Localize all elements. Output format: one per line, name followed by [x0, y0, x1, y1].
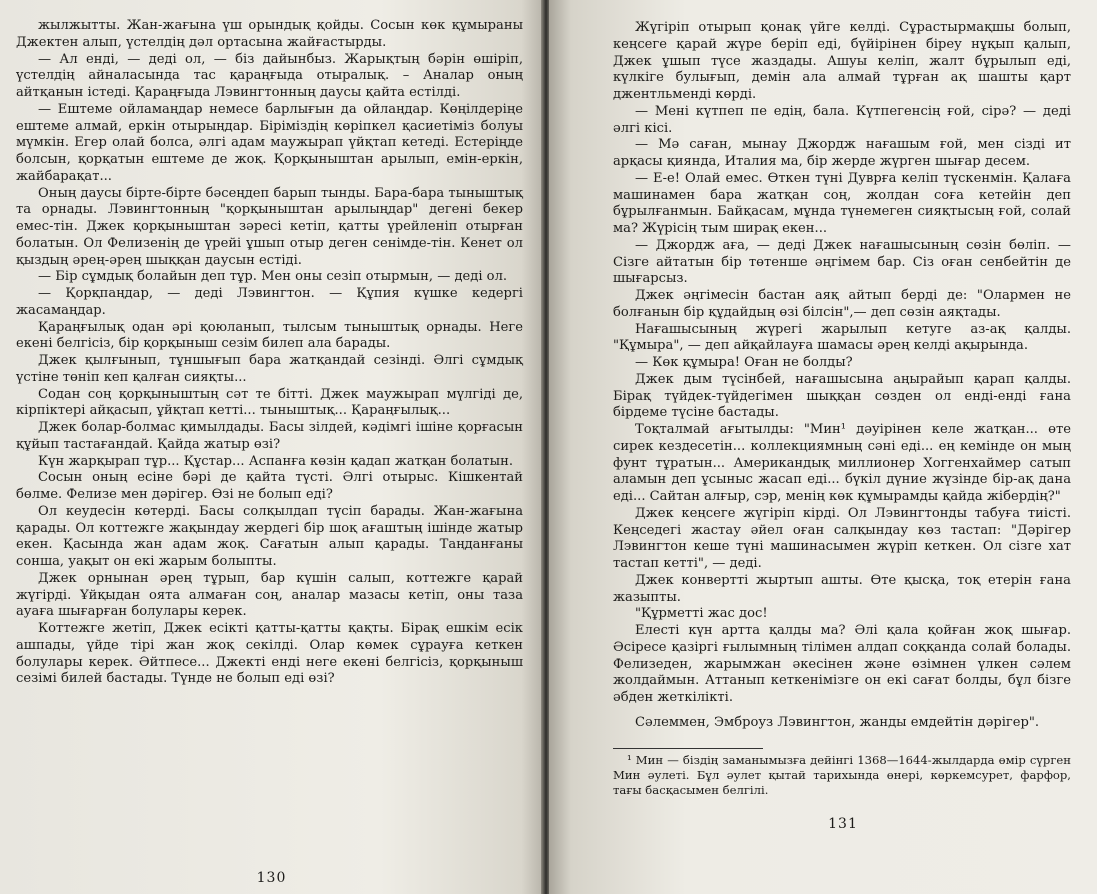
- paragraph: — Мә саған, мынау Джордж нағашым ғой, мен сізді ит арқасы қиянда, Италия ма, бір жерде жүрген шығар десем.: [613, 137, 1071, 169]
- paragraph: Елесті күн артта қалды ма? Әлі қала қойған жоқ шығар. Әсіресе қазіргі ғылымның тілімен алдап соққанда солай болады. Фелизеден, жарымжан әкесінен және өзімнен үлкен сәлем жолдаймын. Аттанып кеткенімізге он екі сағат болды, бұл бізге әбден жеткілікті.: [613, 623, 1071, 705]
- paragraph: Қараңғылық одан әрі қоюланып, тылсым тыныштық орнады. Неге екені белгісіз, бір қорқыныш сезім билеп ала барады.: [16, 319, 523, 352]
- left-page-text: [16, 18, 523, 688]
- paragraph: Содан соң қорқыныштың сәт те бітті. Джек маужырап мүлгіді де, кірпіктері айқасып, ұйқтап кетті... тыныштық... Қараңғылық...: [16, 386, 523, 419]
- letter-signature: Сәлеммен, Эмброуз Лэвингтон, жанды емдейтін дәрігер".: [635, 714, 1040, 730]
- paragraph: "Құрметті жас дос!: [635, 606, 768, 622]
- page-number-right: 131: [828, 816, 858, 832]
- paragraph: Джек конвертті жыртып ашты. Өте қысқа, тоқ етерін ғана жазыпты.: [613, 572, 1071, 605]
- paragraph: — Е-е! Олай емес. Өткен түні Дуврға келіп түскенмін. Қалаға машинамен бара жатқан соң, жолдан соға кетейін деп бұрылғанмын. Байқасам, мұнда түнемеген сияқтысың ғой, солай ма? Жүрісің тым ширақ екен...: [613, 170, 1071, 236]
- paragraph: жылжытты. Жан-жағына үш орындық қойды. Сосын көк құмыраны Джектен алып, үстелдің дәл ортасына жайғастырды.: [16, 18, 523, 50]
- paragraph: — Ештеме ойламаңдар немесе барлығын да ойлаңдар. Көңілдеріңе ештеме алмай, еркін отырыңдар. Біріміздің көріпкел қасиетіміз болуы мүмкін. Егер олай болса, әлгі адам маужырап үйқтап кетеді. Естеріңде болсын, қорқатын ештеме де жоқ. Қорқыныштан арылып, емін-еркін, жайбарақат...: [16, 101, 523, 184]
- paragraph: Джек қылғынып, тұншығып бара жатқандай сезінді. Әлгі сұмдық үстіне төніп кеп қалған сияқты...: [16, 353, 523, 385]
- paragraph: — Ал енді, — деді ол, — біз дайынбыз. Жарықтың бәрін өшіріп, үстелдің айналасында тас қараңғыда отыралық. – Аналар оның айтқанын істеді. Қараңғыда Лэвингтонның даусы қайта естілді.: [16, 51, 523, 100]
- paragraph: — Мені күтпеп пе едің, бала. Күтпегенсің ғой, сірә? — деді әлгі кісі.: [613, 103, 1071, 136]
- footnote-rule: [613, 748, 763, 749]
- footnote-text: ¹ Мин — біздің заманымызға дейінгі 1368—1644-жылдарда өмір сүрген Мин әулеті. Бұл әулет қытай тарихында өнері, көркемсурет, фарфор, тағы басқасымен белгілі.: [613, 752, 1071, 797]
- page-number-left: 130: [256, 870, 287, 886]
- paragraph: Джек дым түсінбей, нағашысына аңырайып қарап қалды. Бірақ түйдек-түйдегімен шыққан сөзден ол енді-енді ғана бірдеме түсіне бастады.: [613, 371, 1071, 421]
- right-page: [549, 0, 1097, 894]
- paragraph: Күн жарқырап тұр... Құстар... Аспанға көзін қадап жатқан болатын.: [38, 453, 513, 469]
- paragraph: Коттежге жетіп, Джек есікті қатты-қатты қақты. Бірақ ешкім есік ашпады, үйде тірі жан жоқ секілді. Олар көмек сұрауға кеткен болулары керек. Әйтпесе... Джекті енді неге екені белгісіз, қорқыныш сезімі билей бастады. Түнде не болып еді өзі?: [16, 621, 523, 687]
- paragraph: Тоқталмай ағытылды: "Мин¹ дәуірінен келе жатқан... өте сирек кездесетін... коллекциямның сәні еді... ең кемінде он мың фунт тұратын... Американдық миллионер Хоггенхаймер сатып аламын деп ұсыныс жасап еді... бүкіл дүние жүзінде бір-ақ дана еді... Сайтан алғыр, сэр, менің көк құмырамды қайда жібердің?": [613, 422, 1071, 504]
- paragraph: Джек әңгімесін бастан аяқ айтып берді де: "Олармен не болғанын бір құдайдың өзі білсін",— деп сөзін аяқтады.: [613, 288, 1071, 320]
- footnote: [613, 748, 1071, 798]
- paragraph: Оның даусы бірте-бірте бәсеңдеп барып тынды. Бара-бара тыныштық та орнады. Лэвингтонның "қорқыныштан арылыңдар" дегені бекер емес-тін. Джек қорқыныштан зәресі кетіп, қатты үрейленіп отырған болатын. Ол Фелизенің де үрейі ұшып отыр деген сенімде-тін. Кенет ол қыздың әрең-әрең шыққан даусын естіді.: [16, 185, 523, 268]
- paragraph: — Қорқпаңдар, — деді Лэвингтон. — Құпия күшке кедергі жасамаңдар.: [16, 286, 523, 318]
- paragraph: Нағашысының жүрегі жарылып кетуге аз-ақ қалды. "Құмыра", — деп айқайлауға шамасы әрең келді ақырында.: [613, 321, 1071, 354]
- paragraph: — Бір сұмдық болайын деп тұр. Мен оны сезіп отырмын, — деді ол.: [38, 269, 508, 285]
- left-page: [0, 0, 543, 894]
- right-page-text: [613, 20, 1071, 732]
- paragraph: Джек болар-болмас қимылдады. Басы зілдей, кәдімгі ішіне қорғасын құйып тастағандай. Қайда жатыр өзі?: [16, 420, 523, 452]
- paragraph: Сосын оның есіне бәрі де қайта түсті. Әлгі отырыс. Кішкентай бөлме. Фелизе мен дәрігер. Өзі не болып еді?: [16, 470, 523, 502]
- paragraph: Джек кеңсеге жүгіріп кірді. Ол Лэвингтонды табуға тиісті. Кеңседегі жастау әйел оған салқындау көз тастап: "Дәрігер Лэвингтон кеше түні машинасымен жүріп кеткен. Ол сізге хат тастап кетті", — деді.: [613, 505, 1071, 571]
- paragraph: Жүгіріп отырып қонақ үйге келді. Сұрастырмақшы болып, кеңсеге қарай жүре беріп еді, бүйірінен біреу нұқып қалып, Джек ұшып түсе жаздады. Ашуы келіп, жалт бұрылып еді, күлкіге булығып, демін ала алмай тұрған ақ шашты қарт джентльменді көрді.: [613, 20, 1071, 102]
- paragraph: Джек орнынан әрең тұрып, бар күшін салып, коттежге қарай жүгірді. Ұйқыдан оята алмаған соң, аналар мазасы кетіп, оны таза ауаға шығарған болулары керек.: [16, 570, 523, 620]
- paragraph: — Джордж аға, — деді Джек нағашысының сөзін бөліп. — Сізге айтатын бір төтенше әңгімем бар. Сіз оған сенбейтін де шығарсыз.: [613, 237, 1071, 287]
- paragraph: Ол кеудесін көтерді. Басы солқылдап түсіп барады. Жан-жағына қарады. Ол коттежге жақындау жердегі бір шоқ ағаштың ішінде жатыр екен. Қасында жан адам жоқ. Сағатын алып қарады. Таңданғаны сонша, уақыт он екі жарым болыпты.: [16, 503, 523, 569]
- paragraph: — Көк құмыра! Оған не болды?: [635, 355, 853, 370]
